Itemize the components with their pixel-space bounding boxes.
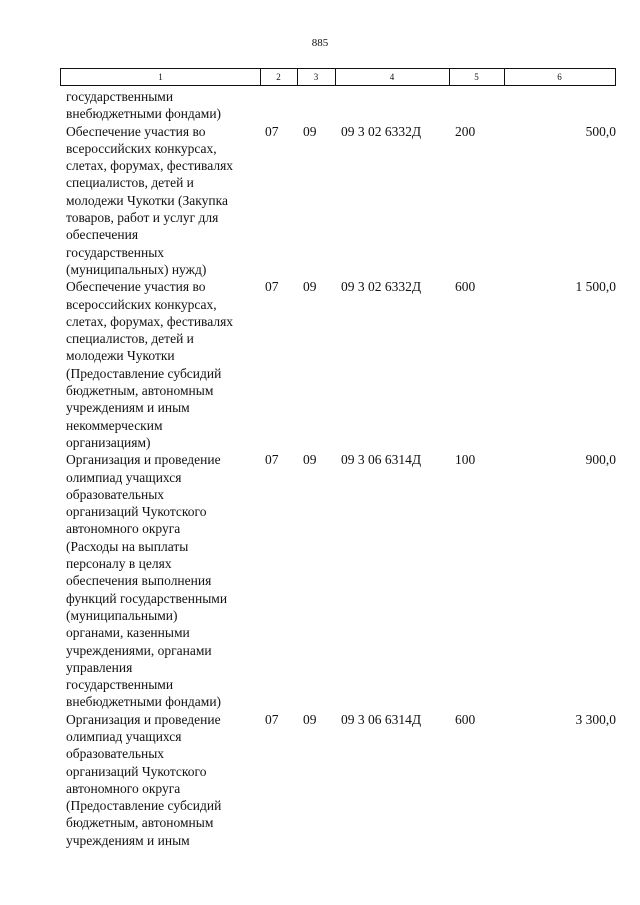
row-target-article: 09 3 06 6314Д — [341, 452, 422, 468]
header-col-1: 1 — [61, 69, 261, 85]
row-description: Обеспечение участия во всероссийских конкурсах, слетах, форумах, фестивалях специалистов, детей и молодежи Чукотки (Закупка товаров, работ и услуг для обеспечения государственных (муниципальных) нужд) — [66, 123, 234, 277]
row-expense-type: 600 — [455, 711, 476, 727]
row-expense-type: 600 — [455, 279, 476, 295]
row-expense-type: 100 — [455, 452, 476, 468]
header-col-4: 4 — [335, 69, 450, 85]
row-target-article: 09 3 06 6314Д — [341, 711, 422, 727]
table-row — [66, 451, 618, 710]
row-amount: 500,0 — [585, 123, 616, 139]
table-row — [66, 711, 618, 849]
row-amount: 1 500,0 — [575, 279, 616, 295]
row-subsection: 09 — [303, 452, 317, 468]
row-amount: 900,0 — [585, 452, 616, 468]
header-col-5: 5 — [449, 69, 505, 85]
table-row — [66, 123, 618, 279]
row-section: 07 — [265, 452, 279, 468]
continued-description: государственными внебюджетными фондами) — [66, 89, 222, 122]
table-row — [66, 278, 618, 451]
header-col-6: 6 — [557, 72, 562, 82]
row-subsection: 09 — [303, 279, 317, 295]
page-number: 885 — [311, 37, 329, 49]
table-body — [66, 88, 618, 849]
header-col-2: 2 — [260, 69, 298, 85]
header-col-3: 3 — [297, 69, 336, 85]
row-expense-type: 200 — [455, 123, 476, 139]
row-section: 07 — [265, 711, 279, 727]
row-description: Обеспечение участия во всероссийских конкурсах, слетах, форумах, фестивалях специалистов, детей и молодежи Чукотки (Предоставление субсидий бюджетным, автономным учреждениям и иным некоммерческим организациям) — [66, 279, 234, 450]
table-header — [60, 68, 616, 86]
row-section: 07 — [265, 123, 279, 139]
row-target-article: 09 3 02 6332Д — [341, 123, 422, 139]
row-subsection: 09 — [303, 123, 317, 139]
row-target-article: 09 3 02 6332Д — [341, 279, 422, 295]
row-section: 07 — [265, 279, 279, 295]
row-subsection: 09 — [303, 711, 317, 727]
row-description: Организация и проведение олимпиад учащихся образовательных организаций Чукотского автономного округа (Предоставление субсидий бюджетным, автономным учреждениям и иным — [66, 711, 222, 848]
row-amount: 3 300,0 — [575, 711, 616, 727]
row-description: Организация и проведение олимпиад учащихся образовательных организаций Чукотского автономного округа (Расходы на выплаты персоналу в целях обеспечения выполнения функций государственными (муниципальными) органами, казенными учреждениями, органами управления государственными внебюджетными фондами) — [66, 452, 228, 710]
